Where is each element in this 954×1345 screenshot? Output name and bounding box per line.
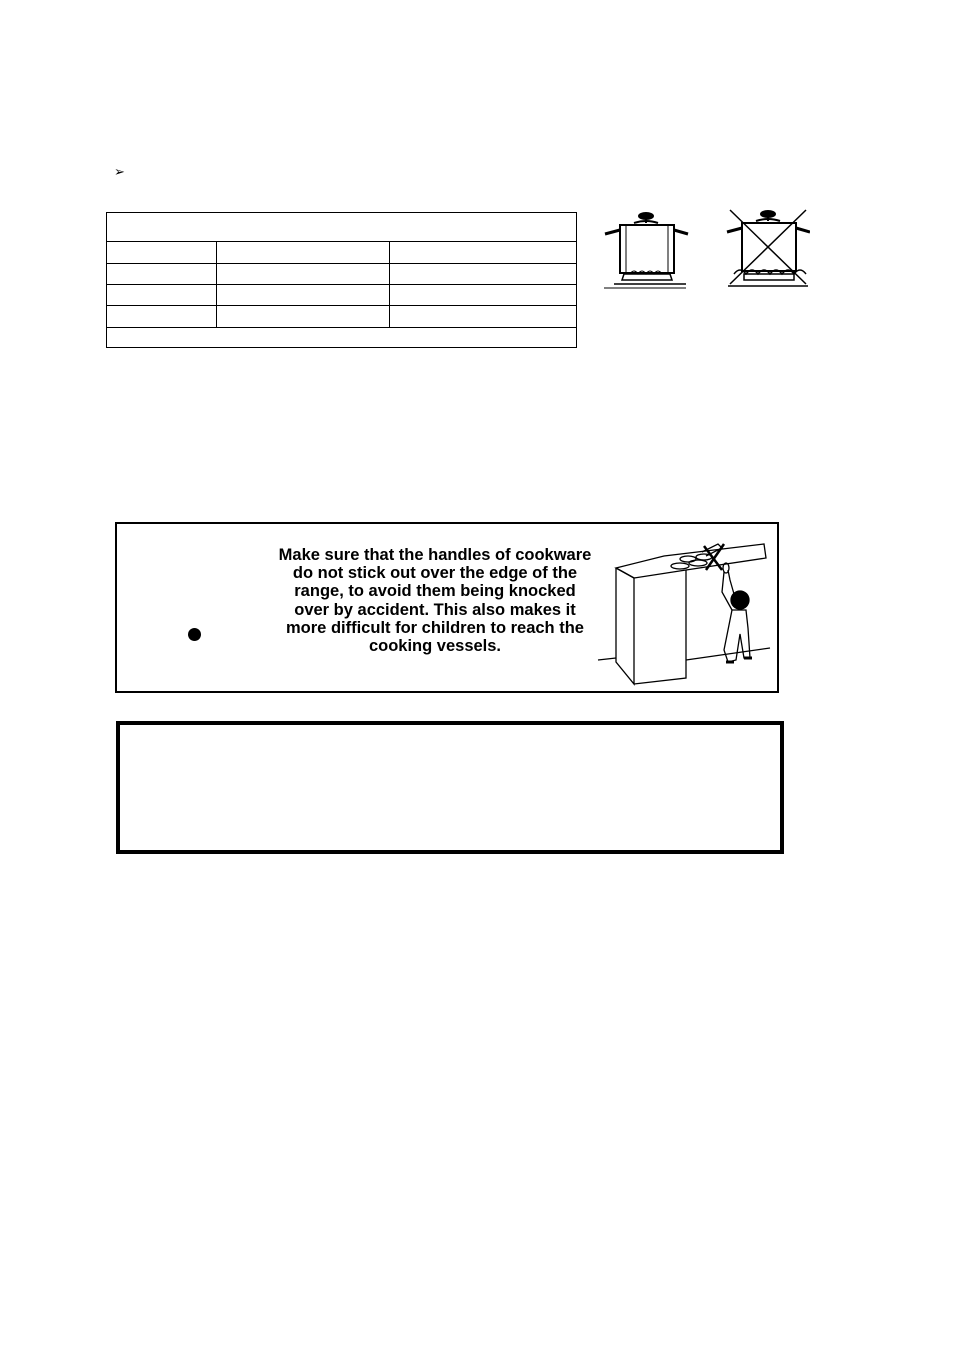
table-row [107,305,576,306]
table-row [107,284,576,285]
table-row [107,241,576,242]
notice-box [116,721,784,854]
pot-illustrations [600,204,810,294]
bullet-dot-icon [188,628,201,641]
table-row [107,263,576,264]
pot-wrong-icon [727,210,810,286]
burner-size-table [106,212,577,348]
bullet-arrow-icon: ➢ [114,164,125,179]
table-column-divider [216,241,217,327]
warning-text: Make sure that the handles of cookware do not stick out over the edge of the range, to avoid them being knocked over by accident. This also makes it more difficult for children to reach the cooking vessels. [278,546,592,656]
table-column-divider [389,241,390,327]
child-reaching-stove-illustration [594,530,774,688]
table-row [107,327,576,328]
pot-correct-icon [604,213,688,288]
